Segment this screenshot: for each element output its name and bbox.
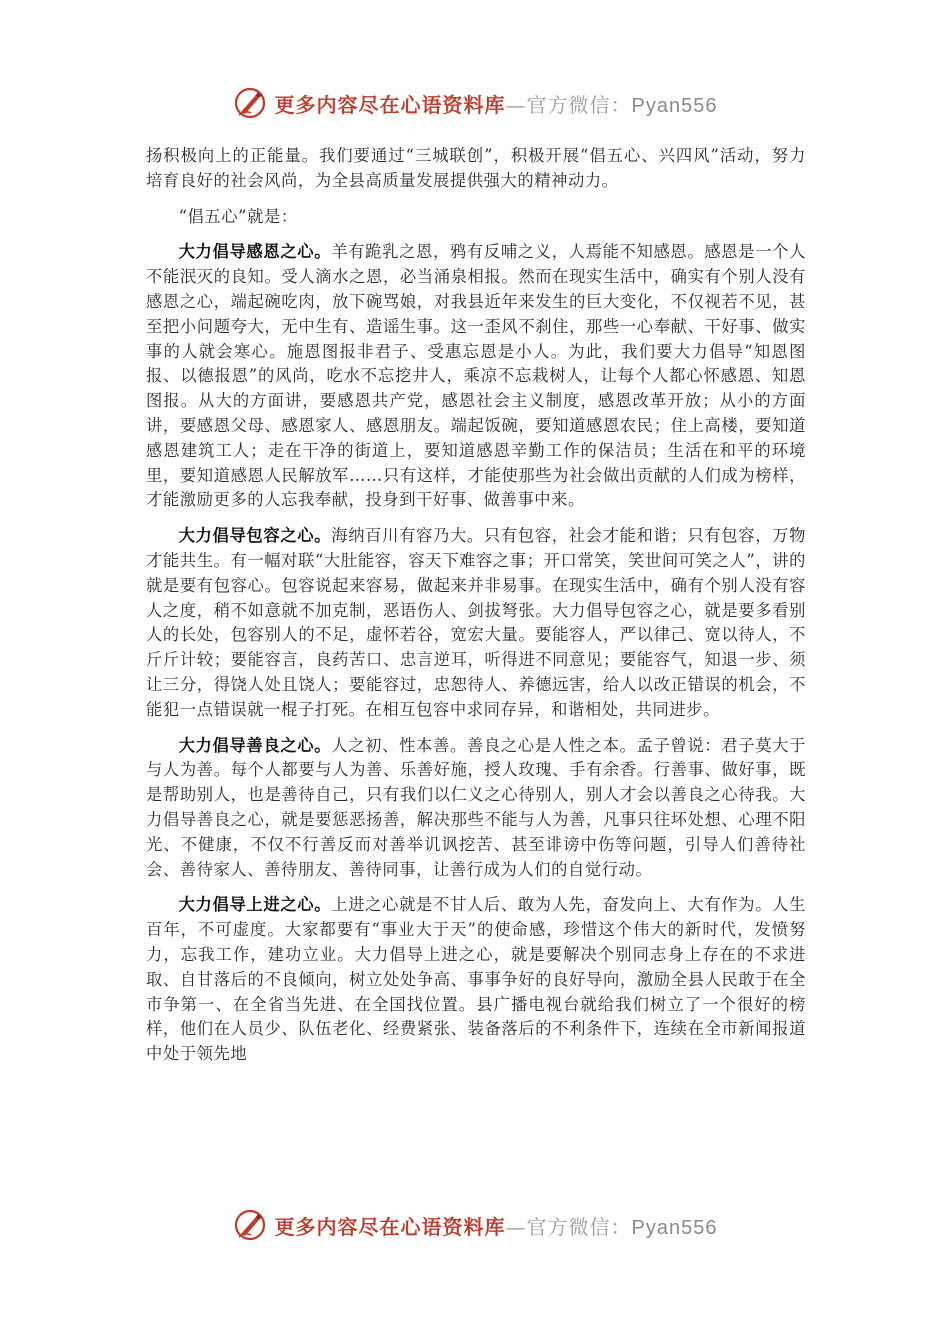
section-lead: 大力倡导善良之心。: [178, 735, 332, 755]
paragraph-gratitude: [146, 240, 806, 513]
section-lead: 大力倡导感恩之心。: [178, 242, 332, 262]
paragraph-intro: 扬积极向上的正能量。我们要通过“三城联创”，积极开展“倡五心、兴四风”活动，努力培育良好的社会风尚，为全县高质量发展提供强大的精神动力。: [146, 146, 806, 190]
footer-brand-red: 更多内容尽在心语资料库: [274, 1214, 506, 1239]
header-brand-text: [275, 89, 718, 118]
header-brand-grey: —官方微信：: [505, 92, 632, 117]
header-banner: [0, 86, 950, 120]
header-brand-id: Pyan556: [631, 94, 718, 117]
section-text: 羊有跪乳之恩，鸦有反哺之义，人焉能不知感恩。感恩是一个人不能泯灭的良知。受人滴水之恩，必当涌泉相报。然而在现实生活中，确实有个别人没有感恩之心，端起碗吃肉，放下碗骂娘，对我县近年来发生的巨大变化，不仅视若不见，甚至把小问题夸大，无中生有、造谣生事。这一歪风不刹住，那些一心奉献、干好事、做实事的人就会寒心。施恩图报非君子、受惠忘恩是小人。为此，我们要大力倡导“知恩图报、以德报恩”的风尚，吃水不忘挖井人，乘凉不忘栽树人，让每个人都心怀感恩、知恩图报。从大的方面讲，要感恩共产党，感恩社会主义制度，感恩改革开放；从小的方面讲，要感恩父母、感恩家人、感恩朋友。端起饭碗，要知道感恩农民；住上高楼，要知道感恩建筑工人；走在干净的街道上，要知道感恩辛勤工作的保洁员；生活在和平的环境里，要知道感恩人民解放军……只有这样，才能使那些为社会做出贡献的人们成为榜样，才能激励更多的人忘我奉献，投身到干好事、做善事中来。: [146, 242, 806, 510]
footer-brand-id: Pyan556: [631, 1216, 718, 1239]
section-lead: 大力倡导上进之心。: [178, 895, 332, 915]
paragraph-progress: [146, 893, 806, 1067]
section-text: 人之初、性本善。善良之心是人性之本。孟子曾说：君子莫大于与人为善。每个人都要与人为善、乐善好施，授人玫瑰、手有余香。行善事、做好事，既是帮助别人，也是善待自己，只有我们以仁义之心待别人，别人才会以善良之心待我。大力倡导善良之心，就是要惩恶扬善，解决那些不能与人为善，凡事只往坏处想、心理不阳光、不健康，不仅不行善反而对善举讥讽挖苦、甚至诽谤中伤等问题，引导人们善待社会、善待家人、善待朋友、善待同事，让善行成为人们的自觉行动。: [146, 735, 806, 879]
paragraph-kindness: [146, 734, 806, 883]
section-lead: 大力倡导包容之心。: [178, 526, 332, 546]
pen-logo-icon: [233, 86, 267, 120]
section-text: 海纳百川有容乃大。只有包容，社会才能和谐；只有包容，万物才能共生。有一幅对联“大肚能容，容天下难容之事；开口常笑，笑世间可笑之人”，讲的就是要有包容心。包容说起来容易，做起来并非易事。在现实生活中，确有个别人没有容人之度，稍不如意就不加克制，恶语伤人、剑拔弩张。大力倡导包容之心，就是要多看别人的长处，包容别人的不足，虚怀若谷，宽宏大量。要能容人，严以律己、宽以待人，不斤斤计较；要能容言，良药苦口、忠言逆耳，听得进不同意见；要能容气，知退一步、须让三分，得饶人处且饶人；要能容过，忠恕待人、养德远害，给人以改正错误的机会，不能犯一点错误就一棍子打死。在相互包容中求同存异，和谐相处，共同进步。: [146, 526, 806, 719]
footer-brand-text: [275, 1211, 718, 1240]
paragraph-five-hearts-heading: “倡五心”就是：: [178, 206, 298, 226]
section-text: 上进之心就是不甘人后、敢为人先，奋发向上、大有作为。人生百年，不可虚度。大家都要有“事业大于天”的使命感，珍惜这个伟大的新时代，发愤努力，忘我工作，建功立业。大力倡导上进之心，就是要解决个别同志身上存在的不求进取、自甘落后的不良倾向，树立处处争高、事事争好的良好导向，激励全县人民敢于在全市争第一、在全省当先进、在全国找位置。县广播电视台就给我们树立了一个很好的榜样，他们在人员少、队伍老化、经费紧张、装备落后的不利条件下，连续在全市新闻报道中处于领先地: [146, 895, 806, 1064]
document-body: [146, 144, 806, 1078]
footer-brand-grey: —官方微信：: [505, 1214, 632, 1239]
paragraph-tolerance: [146, 524, 806, 722]
footer-banner: [0, 1208, 950, 1242]
pen-logo-icon: [233, 1208, 267, 1242]
header-brand-red: 更多内容尽在心语资料库: [274, 92, 506, 117]
